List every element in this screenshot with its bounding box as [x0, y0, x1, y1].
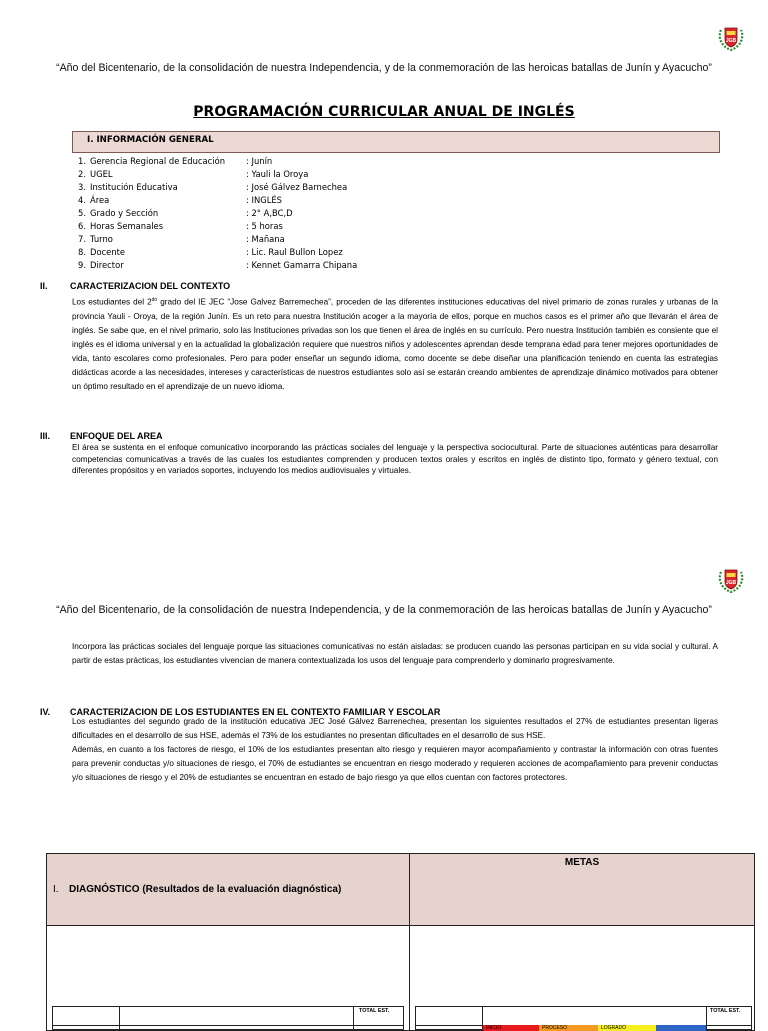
section-2-heading: II. CARACTERIZACION DEL CONTEXTO [40, 281, 231, 291]
section-4-paragraph-1: Los estudiantes del segundo grado de la institución educativa JEC José Gálvez Barrenechea, presentan los siguientes resultados el 27% de estudiantes presentan ligeras dificultades en el desarrollo de sus HSE, además el 73% de los estudiantes no presentan dificultades en el desarrollo de sus HSE. [72, 717, 718, 740]
metas-cell [410, 926, 755, 1031]
info-item: 6. Horas Semanales : 5 horas [78, 221, 283, 231]
level-proceso: PROCESO [539, 1025, 598, 1031]
school-crest-icon [716, 22, 746, 52]
section-3-continuation: Incorpora las prácticas sociales del lenguaje porque las situaciones comunicativas no están aisladas: se producen cuando las personas participan en su vida social y cultural. A partir de estas prácticas, los estudiantes vivencian de manera contextualizada los usos del lenguaje para comprenderlo y dominarlo progresivamente. [72, 642, 718, 665]
svg-text:JGB: JGB [725, 38, 737, 44]
motto-text: “Año del Bicentenario, de la consolidación de nuestra Independencia, y de la conmemoración de las heroicas batallas de Junín y Ayacucho” [56, 62, 712, 74]
diagnostic-header: I. DIAGNÓSTICO (Resultados de la evaluación diagnóstica) [47, 854, 410, 926]
info-item: 2. UGEL : Yauli la Oroya [78, 169, 309, 179]
info-item: 4. Área : INGLÉS [78, 195, 282, 205]
section-4-paragraph-2: Además, en cuanto a los factores de riesgo, el 10% de los estudiantes presentan alto riesgo y requieren mayor acompañamiento y contrastar la información con otras fuentes para prevenir conductas y/o situaciones de riesgo, el 70% de estudiantes se encuentran en riesgo moderado y requieren acciones de acompañamiento para prevenir conductas y/o situaciones de riesgo y el 20% de estudiantes se encuentran en estado de bajo riesgo ya que ellos cuentan con factores protectores. [72, 745, 718, 782]
diagnostic-results-grid [52, 1006, 404, 1030]
section-3-text: El área se sustenta en el enfoque comunicativo incorporando las prácticas sociales del lenguaje y la perspectiva sociocultural. Parte de situaciones auténticas para desarrollar competencias comunicativas a través de las cuales los estudiantes comprenden y producen textos orales y escritos en inglés de distinto tipo, formato y género textual, con diferentes propósitos y en variados soportes, incluyendo los medios audiovisuales y virtuales. [72, 443, 718, 476]
info-item: 3. Institución Educativa : José Gálvez Barnechea [78, 182, 348, 192]
section-1-header [72, 131, 720, 153]
total-label: TOTAL EST. [710, 1008, 741, 1014]
svg-text:JGB: JGB [725, 580, 737, 586]
info-item: 1. Gerencia Regional de Educación : Junín [78, 156, 273, 166]
diagnostic-table [46, 853, 755, 1031]
general-info-list [78, 155, 578, 272]
level-inicio: INICIO [483, 1025, 539, 1031]
info-item: 9. Director : Kennet Gamarra Chipana [78, 260, 358, 270]
motto-text: “Año del Bicentenario, de la consolidación de nuestra Independencia, y de la conmemoración de las heroicas batallas de Junín y Ayacucho” [56, 604, 712, 616]
total-label: TOTAL EST. [359, 1008, 390, 1014]
level-logrado: LOGRADO [598, 1025, 656, 1031]
metas-results-grid [415, 1006, 752, 1030]
diagnostic-cell [47, 926, 410, 1031]
metas-header: METAS [410, 854, 755, 926]
level-destacado [656, 1025, 706, 1031]
document-title: PROGRAMACIÓN CURRICULAR ANUAL DE INGLÉS [193, 104, 575, 120]
section-2-text: Los estudiantes del $2^{do}$ grado del IE JEC “Jose Galvez Barremechea”, proceden de las diferentes instituciones educativas del nivel primario de zonas rurales y urbanas de la provincia Yauli - Oroya, de la región Junín. Es un reto para nuestra Institución acoger a la mayoría de ellos, porque en muchos casos es el primer año que llevarán el área de inglés. Se sabe que, en el nivel primario, solo las Instituciones privadas son los que tienen el área de inglés en su currículo. Pero nuestra Institución también es consiente que el inglés es el idioma universal y en la actualidad la globalización requiere que nuestros niños y adolescentes aprendan desde temprana edad para tener mejores oportunidades de vida, tanto escolares como profesionales. Pero para poder enseñar un segundo idioma, como docente se debe diseñar una planificación teniendo en cuenta las estrategias didácticas acorde a las necesidades, intereses y características de nuestros estudiantes solo así se estarán creando ambientes de aprendizaje dinámico motivados para obtener un óptimo resultado en el aprendizaje de un nuevo idioma. [72, 297, 718, 391]
page-2 [0, 560, 768, 1031]
section-4-heading: IV. CARACTERIZACION DE LOS ESTUDIANTES EN EL CONTEXTO FAMILIAR Y ESCOLAR [40, 707, 441, 717]
section-3-heading: III. ENFOQUE DEL AREA [40, 431, 163, 441]
section-1-title: I. INFORMACIÓN GENERAL [87, 135, 214, 145]
info-item: 7. Turno : Mañana [78, 234, 285, 244]
school-crest-icon [716, 564, 746, 594]
info-item: 8. Docente : Lic. Raul Bullon Lopez [78, 247, 343, 257]
info-item: 5. Grado y Sección : 2° A,BC,D [78, 208, 293, 218]
